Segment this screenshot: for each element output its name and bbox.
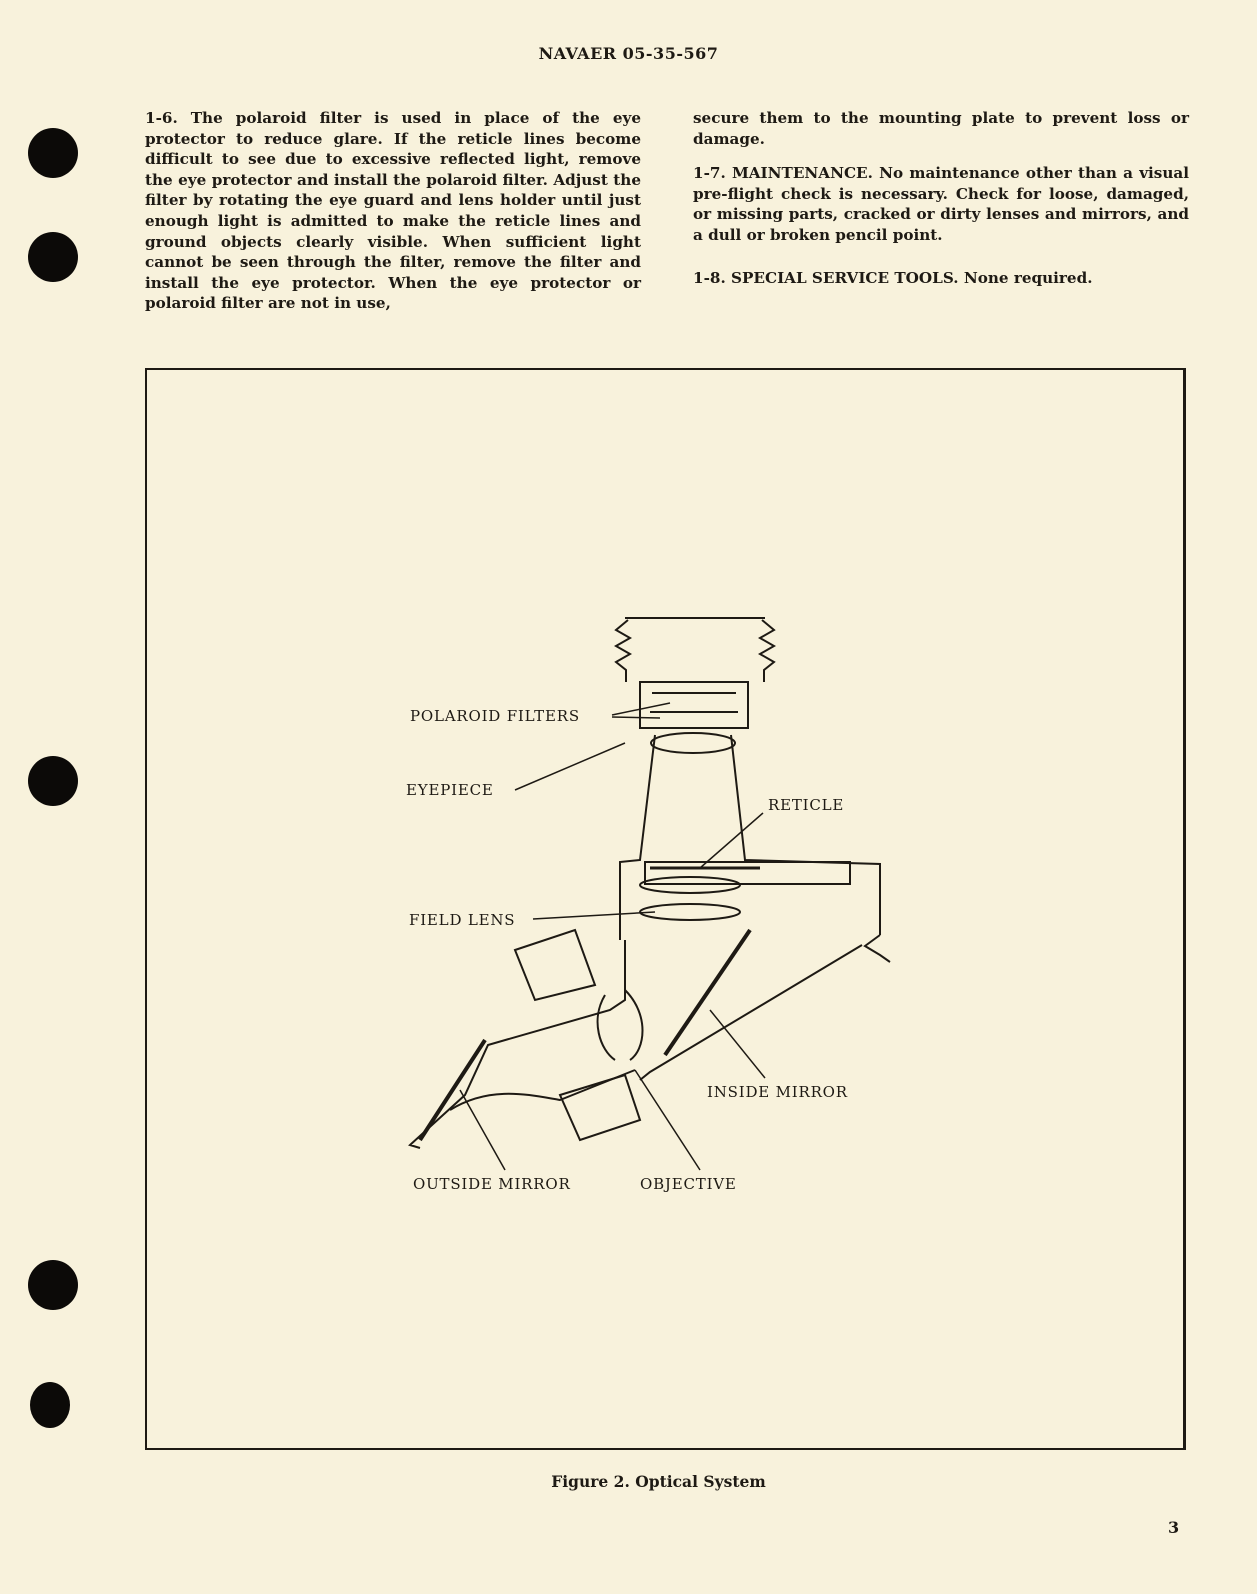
eyepiece-lens bbox=[651, 733, 735, 753]
eye-guard-left bbox=[616, 620, 630, 682]
tube-left bbox=[620, 735, 655, 940]
eye-guard-right bbox=[760, 620, 774, 682]
body-lower bbox=[450, 1070, 635, 1110]
tube-right bbox=[731, 735, 880, 935]
label-polaroid-filters: POLAROID FILTERS bbox=[410, 707, 580, 725]
figure-caption: Figure 2. Optical System bbox=[551, 1472, 766, 1491]
objective-lens bbox=[598, 990, 643, 1060]
label-reticle: RETICLE bbox=[768, 796, 845, 814]
document-header: NAVAER 05-35-567 bbox=[538, 44, 719, 63]
outside-mirror bbox=[420, 1040, 485, 1140]
inside-mirror bbox=[665, 930, 750, 1055]
filter-housing bbox=[640, 682, 748, 728]
label-objective: OBJECTIVE bbox=[640, 1175, 737, 1193]
pencil bbox=[865, 935, 890, 962]
paragraph-continuation: secure them to the mounting plate to prevent loss or damage. bbox=[693, 109, 1189, 148]
paragraph-1-8: 1-8. SPECIAL SERVICE TOOLS. None required. bbox=[693, 268, 1093, 287]
label-outside-mirror: OUTSIDE MIRROR bbox=[413, 1175, 571, 1193]
prism-top bbox=[515, 930, 595, 1000]
reticle-plate bbox=[645, 862, 850, 884]
label-field-lens: FIELD LENS bbox=[409, 911, 516, 929]
paragraph-1-6: 1-6. The polaroid filter is used in place of the eye protector to reduce glare. If the reticle lines become difficult to see due to excessive reflected light, remove the eye protector and install the polaroid filter. Adjust the filter by rotating the eye guard and lens holder until just enough light is admitted to make the reticle lines and ground objects clearly visible. When sufficient light cannot be seen through the filter, remove the filter and install the eye protector. When the eye protector or polaroid filter are not in use, bbox=[145, 109, 641, 313]
page-number: 3 bbox=[1168, 1518, 1180, 1537]
outer-body-left bbox=[410, 940, 625, 1148]
label-eyepiece: EYEPIECE bbox=[406, 781, 494, 799]
paragraph-1-7: 1-7. MAINTENANCE. No maintenance other than a visual pre-flight check is necessary. Check for loose, damaged, or missing parts, cracked or dirty lenses and mirrors, and a dull or broken pencil point. bbox=[693, 164, 1189, 244]
label-inside-mirror: INSIDE MIRROR bbox=[707, 1083, 848, 1101]
